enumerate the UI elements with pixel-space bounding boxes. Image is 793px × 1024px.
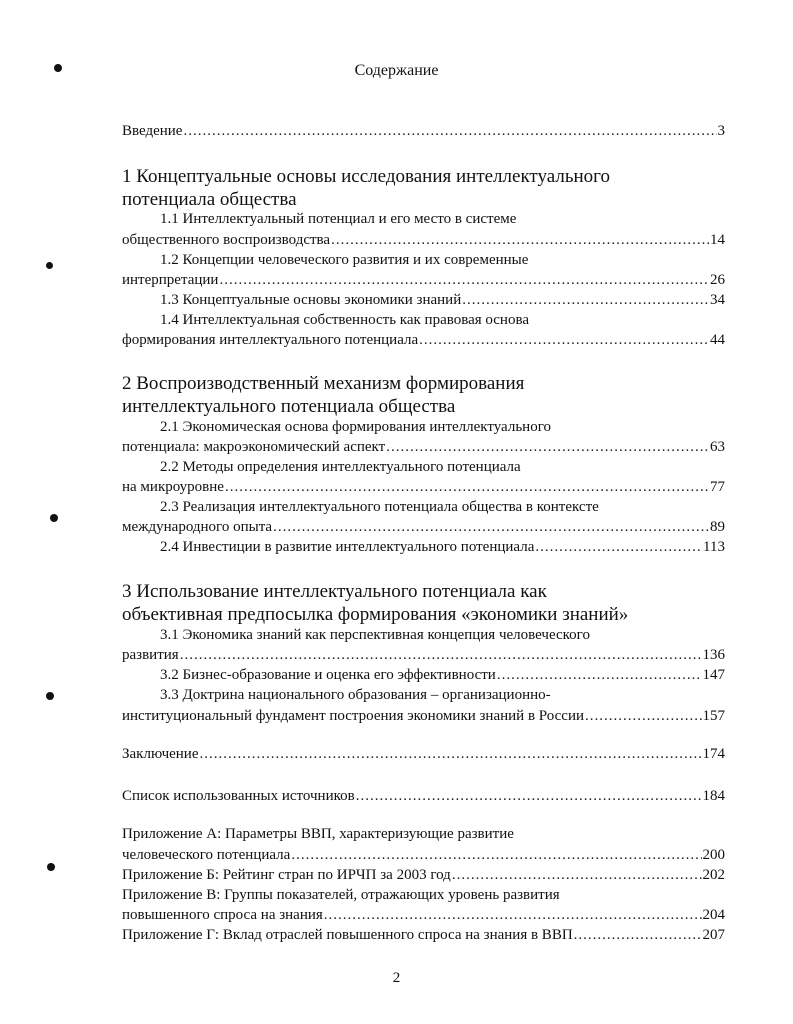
toc-page-number: 136 [702,647,725,663]
toc-entry-text: интерпретации [122,272,219,288]
toc-page-number: 44 [710,332,725,348]
toc-section-3-3[interactable]: 3.3 Доктрина национального образования – организационно- [160,687,551,703]
toc-entry-text: общественного воспроизводства [122,232,331,248]
toc-page-number: 200 [702,847,725,863]
toc-appendix-b[interactable] [122,866,725,884]
chapter-3-title: объективная предпосылка формирования «экономики знаний» [122,604,629,625]
chapter-1-title: потенциала общества [122,189,297,210]
toc-appendix-a[interactable]: Приложение А: Параметры ВВП, характеризующие развитие [122,826,514,842]
toc-entry-text: Заключение [122,746,199,762]
toc-appendix-v[interactable] [122,906,725,924]
toc-entry-text: 3.2 Бизнес-образование и оценка его эффективности [160,667,496,683]
toc-page-number: 113 [703,539,725,555]
scan-mark [47,863,55,871]
toc-entry-text: повышенного спроса на знания [122,907,323,923]
toc-section-2-4[interactable] [160,538,725,556]
toc-entry-text: развития [122,647,179,663]
scan-mark [50,514,58,522]
toc-intro[interactable] [122,122,725,140]
toc-references[interactable] [122,787,725,805]
toc-section-1-4[interactable]: 1.4 Интеллектуальная собственность как правовая основа [160,312,530,328]
toc-appendix-a[interactable] [122,846,725,864]
toc-section-1-2[interactable] [122,271,725,289]
toc-section-2-3[interactable]: 2.3 Реализация интеллектуального потенциала общества в контексте [160,499,599,515]
chapter-3-title[interactable]: 3 Использование интеллектуального потенциала как [122,581,547,602]
chapter-2-title: интеллектуального потенциала общества [122,396,456,417]
toc-section-2-2[interactable] [122,478,725,496]
toc-section-2-3[interactable] [122,518,725,536]
toc-entry-text: человеческого потенциала [122,847,291,863]
toc-section-3-1[interactable] [122,646,725,664]
toc-page-number: 202 [702,867,725,883]
page-number: 2 [392,970,401,986]
toc-section-3-1[interactable]: 3.1 Экономика знаний как перспективная концепция человеческого [160,627,590,643]
toc-section-1-1[interactable] [122,231,725,249]
toc-page-number: 89 [710,519,725,535]
toc-section-3-2[interactable] [160,666,725,684]
toc-page-number: 34 [710,292,725,308]
toc-section-1-4[interactable] [122,331,725,349]
toc-page-number: 184 [702,788,725,804]
toc-section-2-1[interactable]: 2.1 Экономическая основа формирования интеллектуального [160,419,551,435]
chapter-2-title[interactable]: 2 Воспроизводственный механизм формирования [122,373,525,394]
toc-entry-text: Список использованных источников [122,788,355,804]
toc-page-number: 207 [702,927,725,943]
toc-page-number: 204 [702,907,725,923]
toc-page-number: 63 [710,439,725,455]
toc-section-3-3[interactable] [122,707,725,725]
toc-entry-text: 2.4 Инвестиции в развитие интеллектуального потенциала [160,539,535,555]
toc-entry-text: потенциала: макроэкономический аспект [122,439,386,455]
toc-conclusion[interactable] [122,745,725,763]
toc-page-number: 77 [710,479,725,495]
toc-section-1-2[interactable]: 1.2 Концепции человеческого развития и их современные [160,252,529,268]
toc-section-2-1[interactable] [122,438,725,456]
scan-mark [46,692,54,700]
toc-entry-text: на микроуровне [122,479,224,495]
toc-page-number: 147 [702,667,725,683]
toc-section-1-3[interactable] [160,291,725,309]
toc-entry-text: Приложение Б: Рейтинг стран по ИРЧП за 2003 год [122,867,451,883]
toc-section-2-2[interactable]: 2.2 Методы определения интеллектуального потенциала [160,459,521,475]
toc-page-number: 14 [710,232,725,248]
toc-entry-text: Введение [122,123,183,139]
toc-page-number: 174 [702,746,725,762]
toc-section-1-1[interactable]: 1.1 Интеллектуальный потенциал и его место в системе [160,211,517,227]
toc-appendix-g[interactable] [122,926,725,944]
toc-appendix-v[interactable]: Приложение В: Группы показателей, отражающих уровень развития [122,887,560,903]
page-title: Содержание [354,62,439,79]
toc-page-number: 157 [702,708,725,724]
toc-entry-text: Приложение Г: Вклад отраслей повышенного спроса на знания в ВВП [122,927,573,943]
scan-mark [46,262,53,269]
toc-entry-text: институциональный фундамент построения экономики знаний в России [122,708,584,724]
toc-page-number: 3 [717,123,725,139]
toc-page-number: 26 [710,272,725,288]
toc-entry-text: международного опыта [122,519,273,535]
toc-entry-text: формирования интеллектуального потенциала [122,332,419,348]
chapter-1-title[interactable]: 1 Концептуальные основы исследования интеллектуального [122,166,610,187]
toc-entry-text: 1.3 Концептуальные основы экономики знаний [160,292,462,308]
